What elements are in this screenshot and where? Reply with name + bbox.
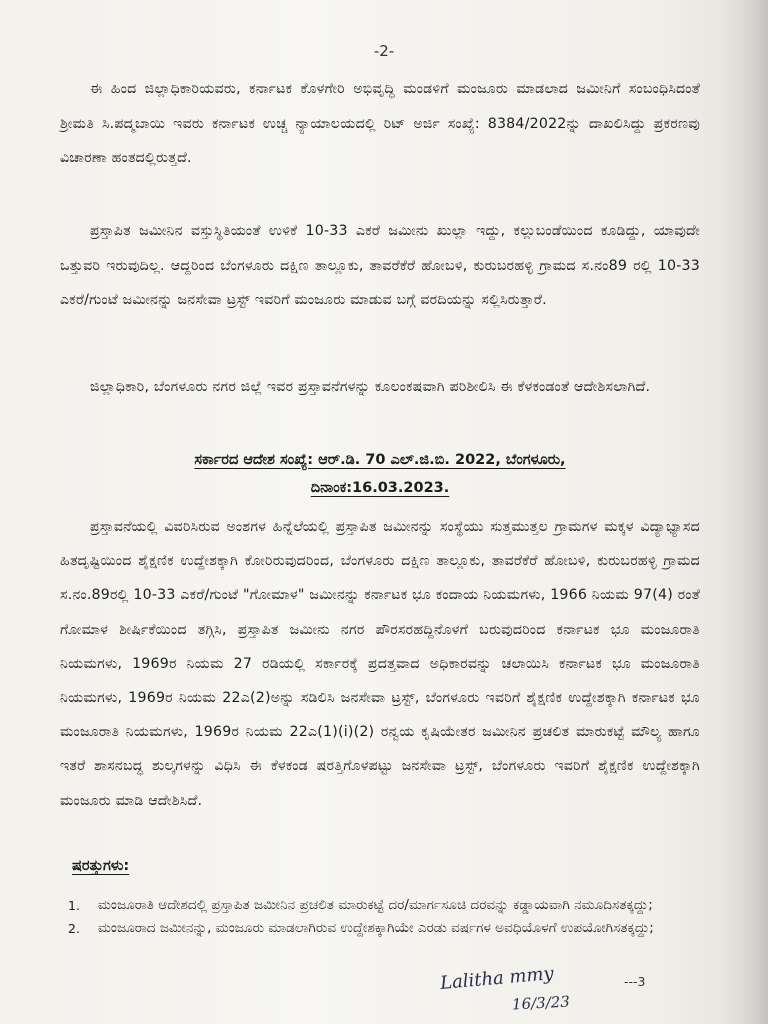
condition-item (66, 896, 706, 915)
paragraph-land-status: ಪ್ರಸ್ತಾಪಿತ ಜಮೀನಿನ ವಸ್ತುಸ್ಥಿತಿಯಂತೆ ಉಳಿಕೆ 10-33 ಎಕರೆ ಜಮೀನು ಖುಲ್ಲಾ ಇದ್ದು, ಕಲ್ಲುಬಂಡೆಯಿಂದ ಕೂಡಿದ್ದು, ಯಾವುದೇ ಒತ್ತುವರಿ ಇರುವುದಿಲ್ಲ. ಆದ್ದರಿಂದ ಬೆಂಗಳೂರು ದಕ್ಷಿಣ ತಾಲ್ಲೂಕು, ತಾವರೆಕೆರೆ ಹೋಬಳಿ, ಕುರುಬರಹಳ್ಳಿ ಗ್ರಾಮದ ಸ.ನಂ89 ರಲ್ಲಿ 10-33 ಎಕರೆ/ಗುಂಟೆ ಜಮೀನನ್ನು ಜನಸೇವಾ ಟ್ರಸ್ಟ್ ಇವರಿಗೆ ಮಂಜೂರು ಮಾಡುವ ಬಗ್ಗೆ ವರದಿಯನ್ನು ಸಲ್ಲಿಸಿರುತ್ತಾರೆ. (60, 223, 700, 308)
handwritten-signature: Lalitha mmy (439, 963, 555, 994)
page-number: -2- (373, 42, 395, 60)
condition-text: ಮಂಜೂರಾತಿ ಆದೇಶದಲ್ಲಿ ಪ್ರಸ್ತಾಪಿತ ಜಮೀನಿನ ಪ್ರಚಲಿತ ಮಾರುಕಟ್ಟೆ ದರ/ಮಾರ್ಗಸೂಚಿ ದರವನ್ನು ಕಡ್ಡಾಯವಾಗಿ ನಮೂದಿಸತಕ್ಕದ್ದು; (98, 897, 653, 913)
conditions-heading: ಷರತ್ತುಗಳು: (72, 858, 130, 874)
paragraph-writ-petition: ಈ ಹಿಂದ ಜಿಲ್ಲಾಧಿಕಾರಿಯವರು, ಕರ್ನಾಟಕ ಕೊಳಗೇರಿ ಅಭಿವೃದ್ಧಿ ಮಂಡಳಿಗೆ ಮಂಜೂರು ಮಾಡಲಾದ ಜಮೀನಿಗೆ ಸಂಬಂಧಿಸಿದಂತೆ ಶ್ರೀಮತಿ ಸಿ.ಪದ್ಮಬಾಯಿ ಇವರು ಕರ್ನಾಟಕ ಉಚ್ಚ ನ್ಯಾಯಾಲಯದಲ್ಲಿ ರಿಟ್ ಅರ್ಜಿ ಸಂಖ್ಯೆ: 8384/2022ನ್ನು ದಾಖಲಿಸಿದ್ದು ಪ್ರಕರಣವು ವಿಚಾರಣಾ ಹಂತದಲ್ಲಿರುತ್ತದೆ. (60, 81, 700, 166)
conditions-list (66, 896, 706, 942)
page-edge-shadow (720, 0, 768, 1024)
continuation-marker: ---3 (624, 974, 646, 989)
condition-number: 2. (68, 921, 80, 936)
condition-text: ಮಂಜೂರಾದ ಜಮೀನನ್ನು, ಮಂಜೂರು ಮಾಡಲಾಗಿರುವ ಉದ್ದೇಶಕ್ಕಾಗಿಯೇ ಎರಡು ವರ್ಷಗಳ ಅವಧಿಯೊಳಗೆ ಉಪಯೋಗಿಸತಕ್ಕದ್ದು; (98, 920, 654, 936)
condition-item (66, 919, 706, 938)
order-body: ಪ್ರಸ್ತಾವನೆಯಲ್ಲಿ ವಿವರಿಸಿರುವ ಅಂಶಗಳ ಹಿನ್ನೆಲೆಯಲ್ಲಿ ಪ್ರಸ್ತಾಪಿತ ಜಮೀನನ್ನು ಸಂಸ್ಥೆಯು ಸುತ್ತಮುತ್ತಲ ಗ್ರಾಮಗಳ ಮಕ್ಕಳ ವಿದ್ಯಾಭ್ಯಾಸದ ಹಿತದೃಷ್ಟಿಯಿಂದ ಶೈಕ್ಷಣಿಕ ಉದ್ದೇಶಕ್ಕಾಗಿ ಕೋರಿರುವುದರಿಂದ, ಬೆಂಗಳೂರು ದಕ್ಷಿಣ ತಾಲ್ಲೂಕು, ತಾವರೆಕೆರೆ ಹೋಬಳಿ, ಕುರುಬರಹಳ್ಳಿ ಗ್ರಾಮದ ಸ.ನಂ.89ರಲ್ಲಿ 10-33 ಎಕರೆ/ಗುಂಟೆ "ಗೋಮಾಳ" ಜಮೀನನ್ನು ಕರ್ನಾಟಕ ಭೂ ಕಂದಾಯ ನಿಯಮಗಳು, 1966 ನಿಯಮ 97(4) ರಂತೆ ಗೋಮಾಳ ಶೀರ್ಷಿಕೆಯಿಂದ ತಗ್ಗಿಸಿ, ಪ್ರಸ್ತಾಪಿತ ಜಮೀನು ನಗರ ಪೌರಸರಹದ್ದಿನೊಳಗೆ ಬರುವುದರಿಂದ ಕರ್ನಾಟಕ ಭೂ ಮಂಜೂರಾತಿ ನಿಯಮಗಳು, 1969ರ ನಿಯಮ 27 ರಡಿಯಲ್ಲಿ ಸರ್ಕಾರಕ್ಕೆ ಪ್ರದತ್ತವಾದ ಅಧಿಕಾರವನ್ನು ಚಲಾಯಿಸಿ ಕರ್ನಾಟಕ ಭೂ ಮಂಜೂರಾತಿ ನಿಯಮಗಳು, 1969ರ ನಿಯಮ 22ಎ(2)ಅನ್ನು ಸಡಿಲಿಸಿ ಜನಸೇವಾ ಟ್ರಸ್ಟ್, ಬೆಂಗಳೂರು ಇವರಿಗೆ ಶೈಕ್ಷಣಿಕ ಉದ್ದೇಶಕ್ಕಾಗಿ ಕರ್ನಾಟಕ ಭೂ ಮಂಜೂರಾತಿ ನಿಯಮಗಳು, 1969ರ ನಿಯಮ 22ಎ(1)(i)(2) ರನ್ವಯ ಕೃಷಿಯೇತರ ಜಮೀನಿನ ಪ್ರಚಲಿತ ಮಾರುಕಟ್ಟೆ ಮೌಲ್ಯ ಹಾಗೂ ಇತರೆ ಶಾಸನಬದ್ಧ ಶುಲ್ಕಗಳನ್ನು ವಿಧಿಸಿ ಈ ಕೆಳಕಂಡ ಷರತ್ತಿಗೊಳಪಟ್ಟು ಜನಸೇವಾ ಟ್ರಸ್ಟ್, ಬೆಂಗಳೂರು ಇವರಿಗೆ ಶೈಕ್ಷಣಿಕ ಉದ್ದೇಶಕ್ಕಾಗಿ ಮಂಜೂರು ಮಾಡಿ ಆದೇಶಿಸಿದೆ. (60, 519, 700, 809)
order-title: ಸರ್ಕಾರದ ಆದೇಶ ಸಂಖ್ಯೆ: ಆರ್.ಡಿ. 70 ಎಲ್.ಜಿ.ಬಿ. 2022, ಬೆಂಗಳೂರು, (194, 452, 566, 468)
order-date: ದಿನಾಂಕ:16.03.2023. (310, 480, 450, 496)
paragraph-deputy-commissioner: ಜಿಲ್ಲಾಧಿಕಾರಿ, ಬೆಂಗಳೂರು ನಗರ ಜಿಲ್ಲೆ ಇವರ ಪ್ರಸ್ತಾವನೆಗಳನ್ನು ಕೂಲಂಕಷವಾಗಿ ಪರಿಶೀಲಿಸಿ ಈ ಕೆಳಕಂಡಂತೆ ಆದೇಶಿಸಲಾಗಿದೆ. (90, 379, 651, 395)
condition-number: 1. (68, 898, 80, 913)
signature-date: 16/3/23 (511, 992, 571, 1014)
